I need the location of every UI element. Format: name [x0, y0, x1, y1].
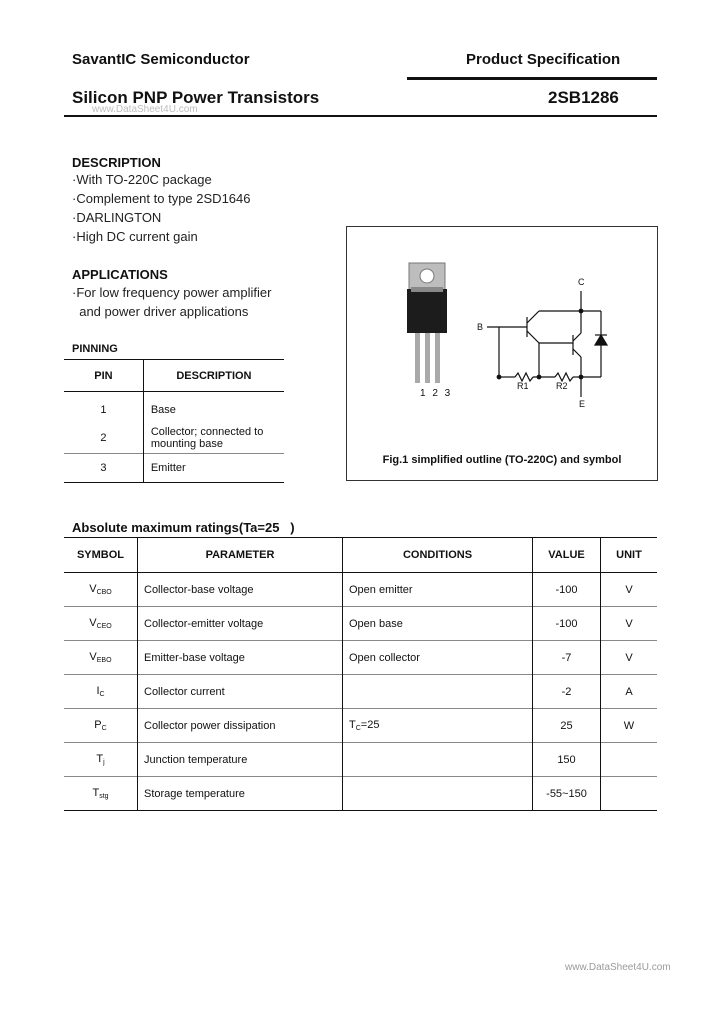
pin-header: PIN	[64, 360, 143, 392]
description-item: ·With TO-220C package	[72, 172, 212, 187]
ratings-table	[64, 537, 657, 811]
description-title: DESCRIPTION	[72, 155, 161, 170]
table-row	[64, 392, 284, 424]
symbol-cell: $P_C$	[64, 709, 138, 743]
figure-caption: Fig.1 simplified outline (TO-220C) and symbol	[382, 454, 622, 466]
conditions-cell	[343, 675, 533, 709]
pinning-table	[64, 359, 284, 483]
label-r2: R2	[556, 381, 568, 391]
package-outline-icon	[395, 257, 465, 407]
label-c: C	[578, 277, 585, 287]
unit-cell: A	[601, 675, 658, 709]
title-rule	[64, 115, 657, 117]
darlington-symbol-icon	[475, 273, 625, 413]
symbol-header: SYMBOL	[64, 538, 138, 573]
pin-description: Base	[150, 404, 176, 417]
unit-cell	[601, 777, 658, 811]
conditions-cell	[343, 743, 533, 777]
table-row	[64, 743, 657, 777]
figure-box	[346, 226, 658, 481]
value-cell: -7	[533, 641, 601, 675]
pin-description: Emitter	[143, 454, 284, 483]
unit-cell	[601, 743, 658, 777]
spec-label: Product Specification	[466, 51, 621, 68]
table-row	[64, 641, 657, 675]
part-number: 2SB1286	[548, 88, 619, 107]
value-cell: -100	[533, 573, 601, 607]
description-item: ·High DC current gain	[72, 229, 198, 244]
ratings-title: Absolute maximum ratings(Ta=25 )	[72, 520, 295, 535]
application-item: ·For low frequency power amplifier	[72, 285, 272, 300]
company-name: SavantIC Semiconductor	[72, 51, 250, 68]
header-rule	[407, 77, 657, 80]
table-row	[64, 709, 657, 743]
product-line: Silicon PNP Power Transistors	[72, 88, 320, 107]
parameter-cell: Collector-base voltage	[138, 573, 343, 607]
pin-desc-header: DESCRIPTION	[143, 360, 284, 392]
description-item: ·Complement to type 2SD1646	[72, 191, 251, 206]
parameter-cell: Collector-emitter voltage	[138, 607, 343, 641]
parameter-cell: Collector current	[138, 675, 343, 709]
conditions-cell: $T_C=25$	[343, 709, 533, 743]
value-cell: 150	[533, 743, 601, 777]
parameter-header: PARAMETER	[138, 538, 343, 573]
symbol-cell: $I_C$	[64, 675, 138, 709]
conditions-cell: Open collector	[343, 641, 533, 675]
pinning-header-row	[64, 360, 284, 392]
conditions-header: CONDITIONS	[343, 538, 533, 573]
value-header: VALUE	[533, 538, 601, 573]
unit-header: UNIT	[601, 538, 658, 573]
label-b: B	[477, 322, 484, 332]
pin-number: 3	[64, 454, 143, 483]
value-cell: -2	[533, 675, 601, 709]
table-row	[64, 777, 657, 811]
table-row	[64, 573, 657, 607]
unit-cell: V	[601, 641, 658, 675]
application-item: and power driver applications	[72, 304, 249, 319]
conditions-cell	[343, 777, 533, 811]
symbol-cell: $V_{CBO}$	[64, 573, 138, 607]
description-item: ·DARLINGTON	[72, 210, 162, 225]
table-row	[64, 607, 657, 641]
parameter-cell: Emitter-base voltage	[138, 641, 343, 675]
watermark-bottom: www.DataSheet4U.com	[565, 962, 671, 973]
conditions-cell: Open emitter	[343, 573, 533, 607]
value-cell: -100	[533, 607, 601, 641]
parameter-cell: Junction temperature	[138, 743, 343, 777]
applications-title: APPLICATIONS	[72, 267, 168, 282]
table-row	[64, 675, 657, 709]
pin-description: Collector; connected to mounting base	[150, 426, 264, 451]
pinning-title: PINNING	[72, 343, 118, 355]
value-cell: -55~150	[533, 777, 601, 811]
table-row	[64, 424, 284, 454]
unit-cell: V	[601, 607, 658, 641]
conditions-cell: Open base	[343, 607, 533, 641]
watermark-top: www.DataSheet4U.com	[92, 104, 198, 115]
label-r1: R1	[517, 381, 529, 391]
symbol-cell: $V_{CEO}$	[64, 607, 138, 641]
parameter-cell: Storage temperature	[138, 777, 343, 811]
pin-number: 1	[64, 392, 143, 424]
table-row	[64, 454, 284, 483]
pin-number: 2	[64, 424, 143, 454]
parameter-cell: Collector power dissipation	[138, 709, 343, 743]
symbol-cell: $T_j$	[64, 743, 138, 777]
label-e: E	[579, 399, 586, 409]
value-cell: 25	[533, 709, 601, 743]
description-list	[72, 172, 250, 248]
unit-cell: V	[601, 573, 658, 607]
applications-list	[72, 285, 271, 323]
symbol-cell: $V_{EBO}$	[64, 641, 138, 675]
pin-numbers: 1 2 3	[420, 388, 453, 399]
unit-cell: W	[601, 709, 658, 743]
symbol-cell: $T_{stg}$	[64, 777, 138, 811]
ratings-header-row	[64, 538, 657, 573]
